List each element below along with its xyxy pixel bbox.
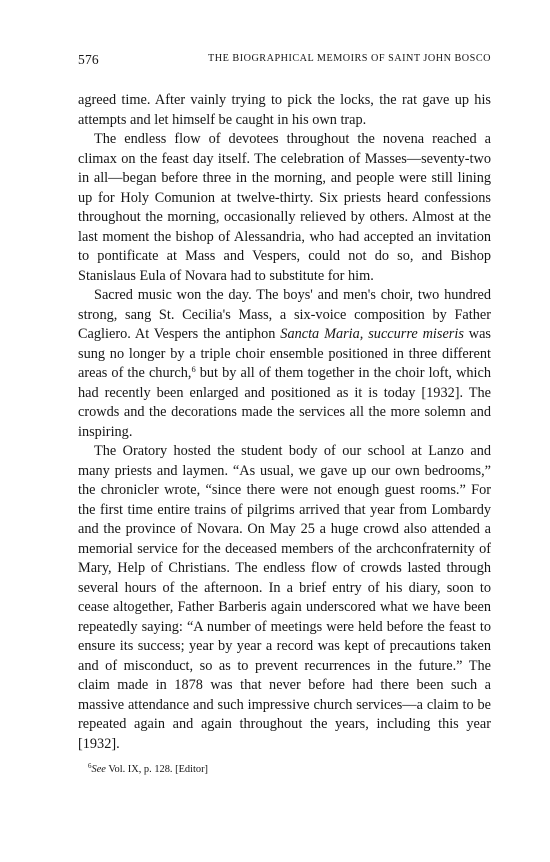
latin-antiphon: Sancta Maria, succurre miseris (280, 326, 464, 342)
footnote (88, 763, 491, 777)
running-title: THE BIOGRAPHICAL MEMOIRS OF SAINT JOHN BOSCO (208, 53, 491, 64)
paragraph-2: The endless flow of devotees throughout the novena reached a climax on the feast day itself. The celebration of Masses—seventy-two in all—began before three in the morning, and people were still lining up for Holy Comunion at twelve-thirty. Six priests heard confessions throughout the morning, occasionally relieved by others. Almost at the last moment the bishop of Alessandria, who had accepted an invitation to pontificate at Mass and Vespers, could not do so, and Bishop Stanislaus Eula of Novara had to substitute for him. (78, 131, 491, 284)
paragraph-3-text-c: but by all of them together in the choir loft, which had recently been enlarged and positioned as it is today [1932]. The crowds and the decorations made the services all the more solemn and inspiring. (78, 365, 492, 440)
page-header (78, 52, 491, 68)
paragraph-4: The Oratory hosted the student body of our school at Lanzo and many priests and laymen. “As usual, we gave up our own bedrooms,” the chronicler wrote, “since there were not enough guest rooms.” For the first time entire trains of pilgrims arrived that year from Lombardy and the province of Novara. On May 25 a huge crowd also attended a memorial service for the deceased members of the archconfraternity of Mary, Help of Christians. The endless flow of crowds lasted through several hours of the afternoon. In a brief entry of his diary, soon to cease altogether, Father Barberis again underscored what we have been repeatedly saying: “A number of meetings were held before the feast to ensure its success; year by year a record was kept of precautions taken and of misconduct, so as to prevent recurrences in the future.” The claim made in 1878 was that never before had there been such a massive attendance and such impressive church services—a claim to be repeated again and again throughout the years, including this year [1932]. (78, 443, 491, 752)
paragraph-1: agreed time. After vainly trying to pick the locks, the rat gave up his attempts and let himself be caught in his own trap. (78, 92, 491, 128)
footnote-reference: 6 (191, 364, 196, 374)
body-text (78, 91, 491, 754)
footnote-text: Vol. IX, p. 128. [Editor] (105, 764, 208, 775)
paragraph-3 (78, 286, 491, 442)
page-number: 576 (78, 52, 99, 67)
paragraph-3-text-b: was sung no longer by a triple choir ensemble positioned in three different areas of the church, (78, 326, 491, 381)
paragraph-3-text-a: Sacred music won the day. The boys' and men's choir, two hundred strong, sang St. Cecilia's Mass, a six-voice composition by Father Cagliero. At Vespers the antiphon (78, 287, 491, 342)
footnote-mark: 6 (88, 762, 92, 770)
footnote-see: See (91, 764, 106, 775)
